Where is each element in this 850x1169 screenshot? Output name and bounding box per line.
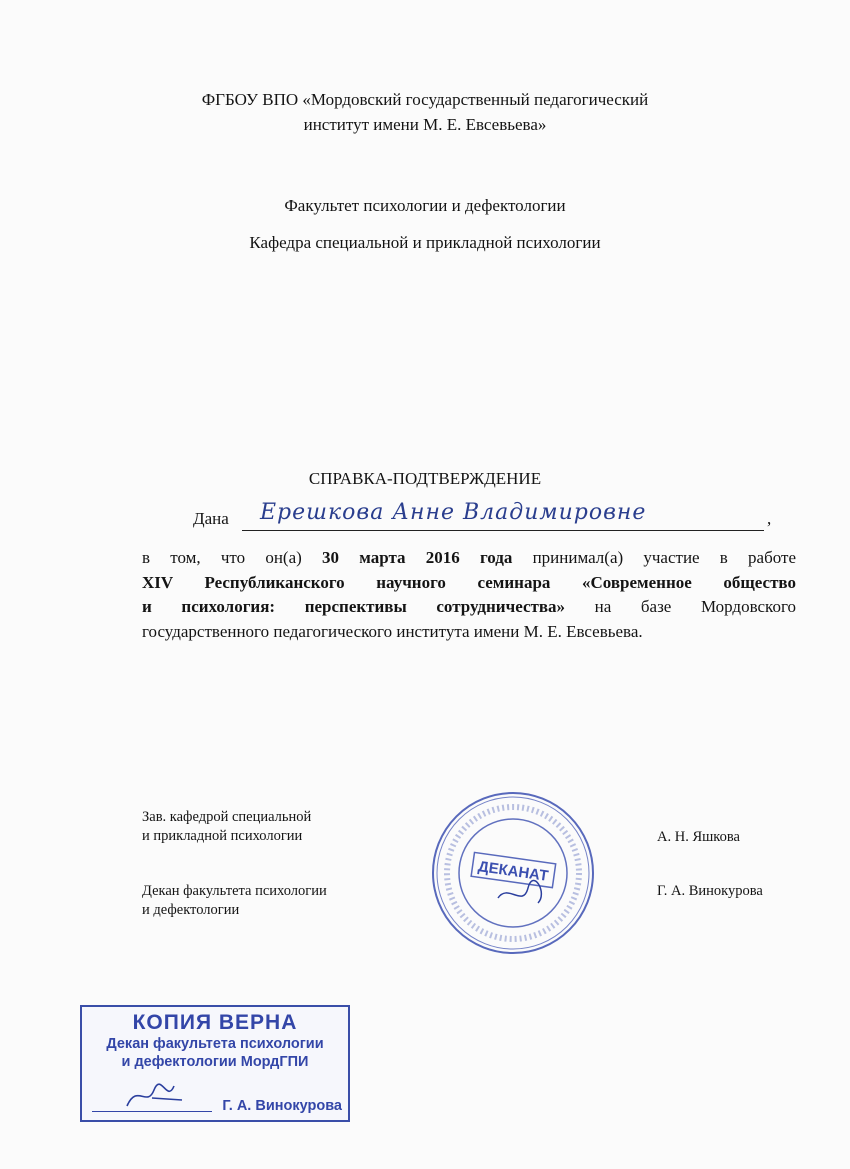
seal-center-text: ДЕКАНАТ xyxy=(476,858,550,885)
dean-title: Декан факультета психологии и дефектологии xyxy=(142,883,327,918)
trailing-comma: , xyxy=(767,509,772,528)
body-line-3: и психология: перспективы сотрудничества» на базе Мордовского xyxy=(142,597,796,616)
faculty-name: Факультет психологии и дефектологии xyxy=(284,196,566,215)
institution-line-1: ФГБОУ ВПО «Мордовский государственный педагогический xyxy=(201,90,649,109)
body-line-1: в том, что он(а) 30 марта 2016 года принимал(а) участие в работе xyxy=(142,548,797,567)
copy-stamp-name: Г. А. Винокурова xyxy=(222,1098,342,1114)
body-line-4: государственного педагогического института имени М. Е. Евсевьева. xyxy=(142,621,643,641)
round-seal xyxy=(428,788,598,958)
certified-copy-stamp xyxy=(80,1005,350,1122)
event-date: 30 марта 2016 года xyxy=(322,548,513,567)
certificate-body xyxy=(142,546,796,644)
recipient-handwritten-name: Ерешкова Анне Владимировне xyxy=(260,500,647,525)
body-line-2: XIV Республиканского научного семинара «Современное общество xyxy=(142,572,796,592)
copy-stamp-heading: КОПИЯ ВЕРНА xyxy=(132,1011,298,1034)
document-title: СПРАВКА-ПОДТВЕРЖДЕНИЕ xyxy=(308,469,542,488)
institution-line-2: институт имени М. Е. Евсевьева» xyxy=(303,115,547,134)
dean-name: Г. А. Винокурова xyxy=(657,883,763,899)
head-of-department-title: Зав. кафедрой специальной и прикладной психологии xyxy=(142,809,312,844)
head-of-department-name: А. Н. Яшкова xyxy=(657,829,740,845)
given-label: Дана xyxy=(193,509,229,528)
department-name: Кафедра специальной и прикладной психологии xyxy=(249,233,601,252)
copy-stamp-line-1: Декан факультета психологии xyxy=(106,1036,324,1052)
copy-stamp-line-2: и дефектологии МордГПИ xyxy=(121,1054,309,1070)
